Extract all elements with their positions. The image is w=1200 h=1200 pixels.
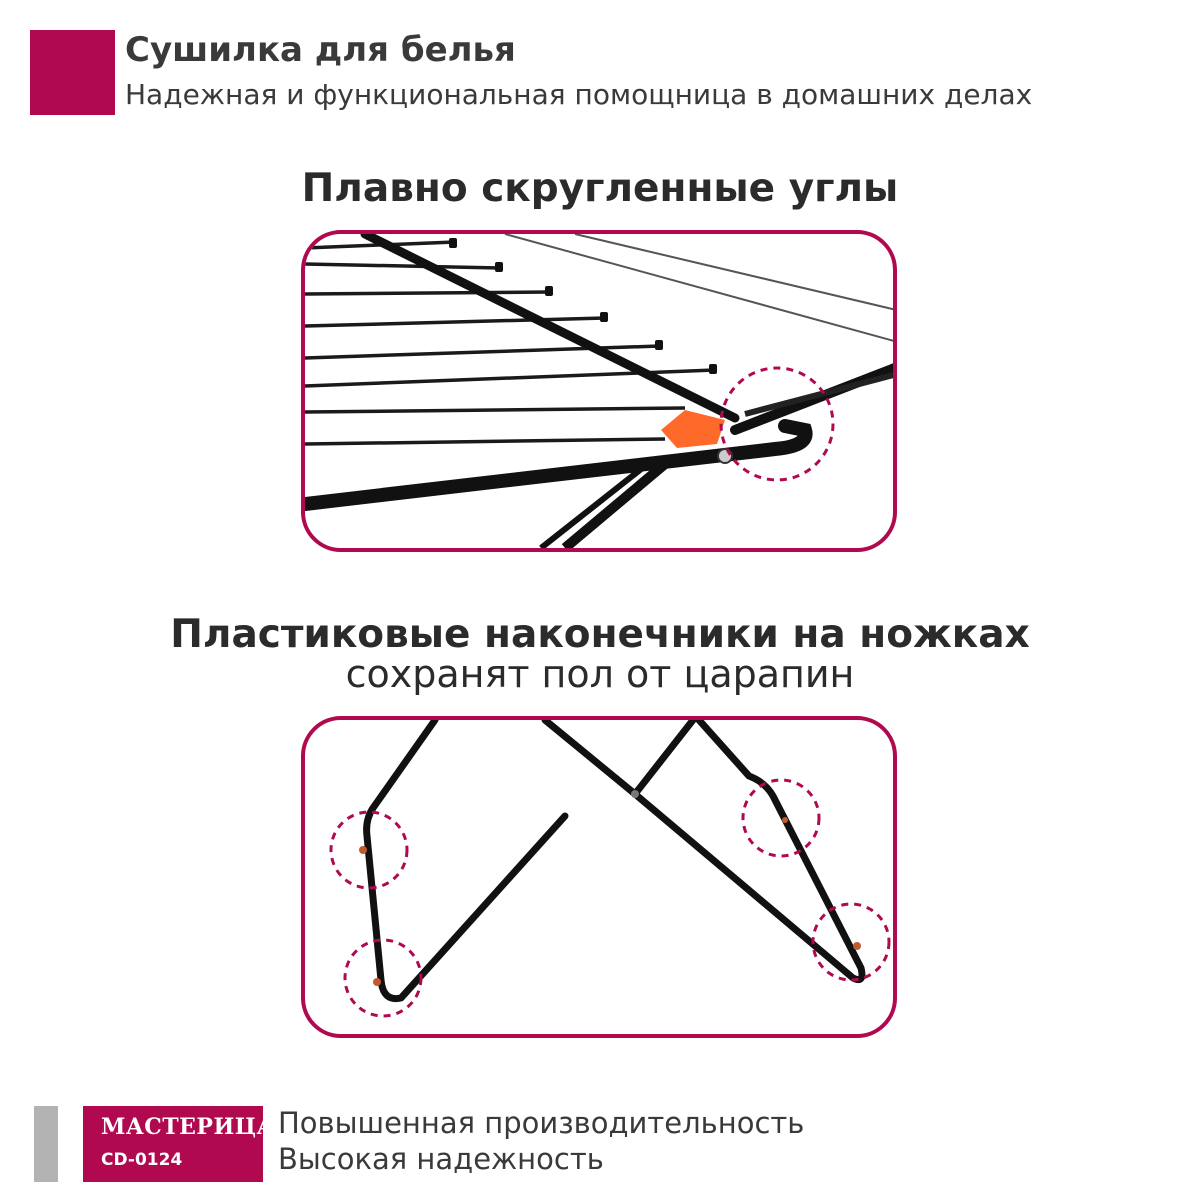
feature-performance: Повышенная производительность bbox=[278, 1106, 805, 1140]
page-title: Сушилка для белья bbox=[125, 30, 516, 70]
brand-name: МАСТЕРИЦА bbox=[101, 1114, 275, 1140]
brand-color-square bbox=[30, 30, 115, 115]
page-subtitle: Надежная и функциональная помощница в домашних делах bbox=[125, 78, 1033, 111]
plastic-tips-heading: Пластиковые наконечники на ножках bbox=[170, 612, 1030, 657]
rounded-corner-photo bbox=[301, 230, 897, 552]
dryer-corner-illustration bbox=[305, 234, 893, 548]
model-number: CD-0124 bbox=[101, 1150, 183, 1170]
brand-logo bbox=[83, 1106, 275, 1182]
legs-photo bbox=[301, 716, 897, 1038]
plastic-tips-subheading: сохранят пол от царапин bbox=[345, 652, 855, 696]
rounded-corners-heading: Плавно скругленные углы bbox=[301, 166, 899, 211]
dryer-legs-illustration bbox=[305, 720, 893, 1034]
footer-accent-bar bbox=[34, 1106, 58, 1182]
feature-reliability: Высокая надежность bbox=[278, 1142, 604, 1176]
